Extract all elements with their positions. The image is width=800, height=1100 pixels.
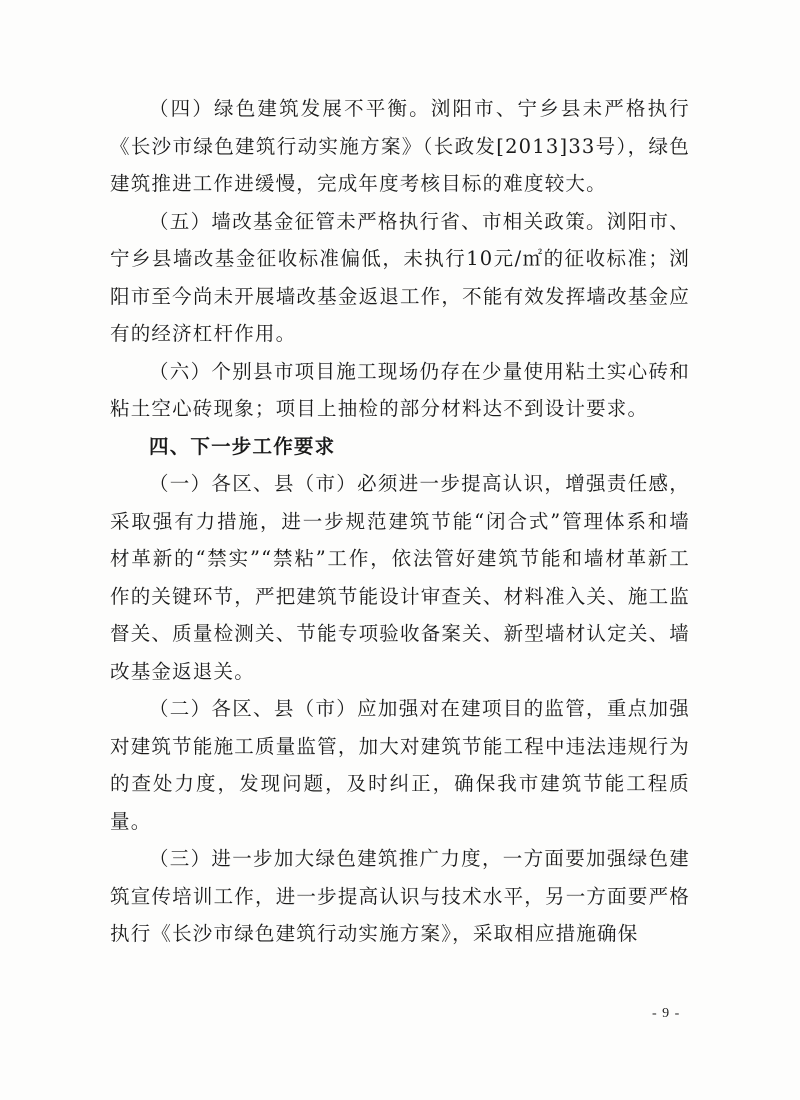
requirement-item-one: （一）各区、县（市）必须进一步提高认识，增强责任感，采取强有力措施，进一步规范建筑节能“闭合式”管理体系和墙材革新的“禁实”“禁粘”工作，依法管好建筑节能和墙材革新工作的关键环节，严把建筑节能设计审查关、材料准入关、施工监督关、质量检测关、节能专项验收备案关、新型墙材认定关、墙改基金返退关。 xyxy=(110,472,690,683)
requirement-item-three: （三）进一步加大绿色建筑推广力度，一方面要加强绿色建筑宣传培训工作，进一步提高认识与技术水平，另一方面要严格执行《长沙市绿色建筑行动实施方案》，采取相应措施确保 xyxy=(110,847,690,945)
paragraph-item-six: （六）个别县市项目施工现场仍存在少量使用粘土实心砖和粘土空心砖现象；项目上抽检的部分材料达不到设计要求。 xyxy=(110,359,690,420)
requirement-item-two: （二）各区、县（市）应加强对在建项目的监管，重点加强对建筑节能施工质量监管，加大对建筑节能工程中违法违规行为的查处力度，发现问题，及时纠正，确保我市建筑节能工程质量。 xyxy=(110,697,690,833)
document-body xyxy=(110,90,690,953)
page-number: - 9 - xyxy=(652,1006,681,1021)
paragraph-item-five: （五）墙改基金征管未严格执行省、市相关政策。浏阳市、宁乡县墙改基金征收标准偏低，未执行10元/㎡的征收标准；浏阳市至今尚未开展墙改基金返退工作，不能有效发挥墙改基金应有的经济杠杆作用。 xyxy=(110,209,690,345)
paragraph-item-four: （四）绿色建筑发展不平衡。浏阳市、宁乡县未严格执行《长沙市绿色建筑行动实施方案》（长政发[2013]33号），绿色建筑推进工作进缓慢，完成年度考核目标的难度较大。 xyxy=(110,97,690,195)
section-heading: 四、下一步工作要求 xyxy=(149,434,336,458)
